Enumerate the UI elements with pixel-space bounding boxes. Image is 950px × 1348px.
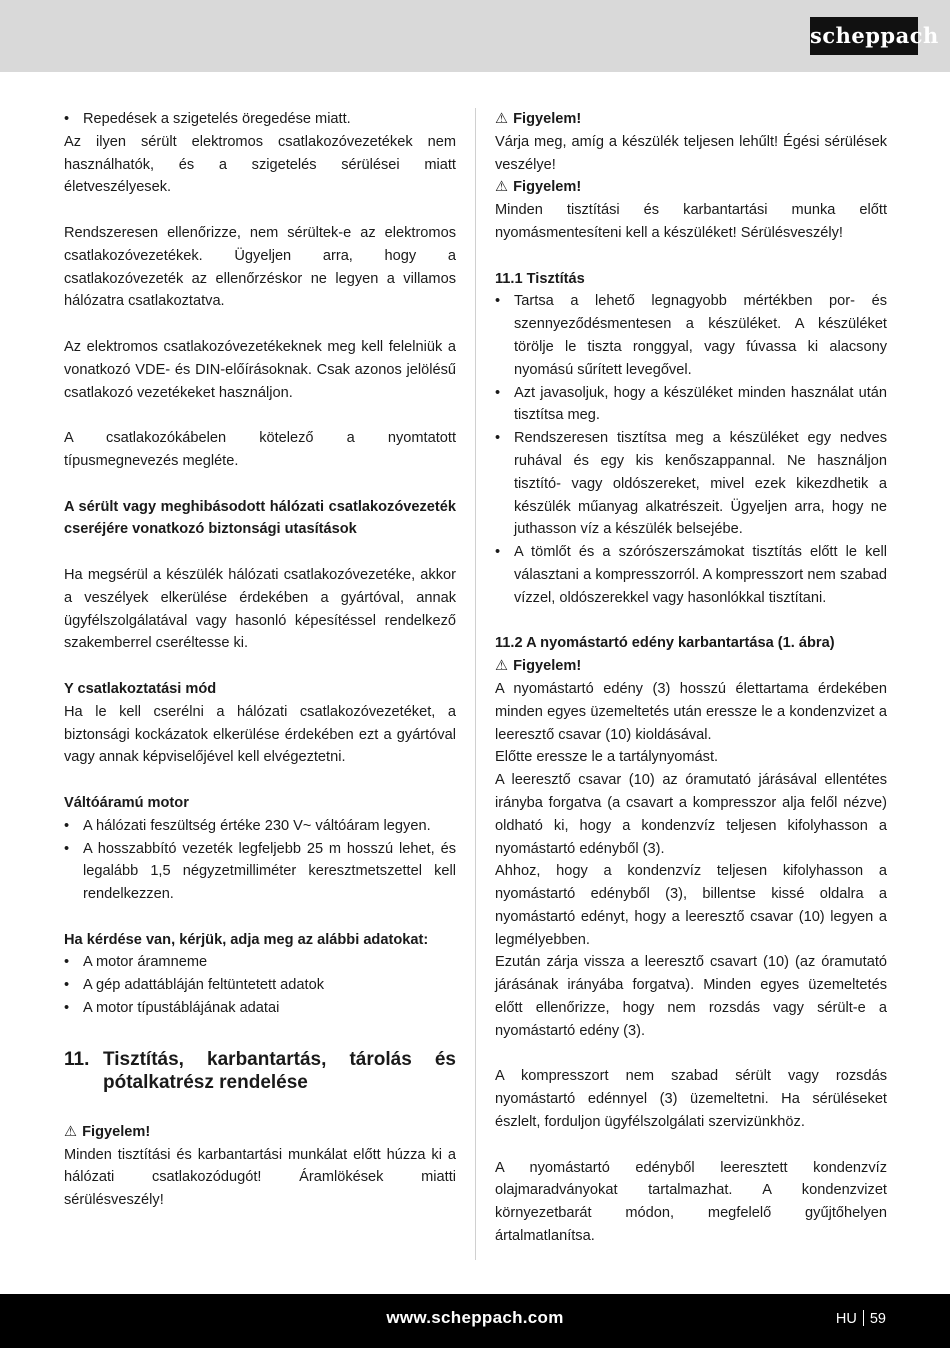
paragraph: Rendszeresen ellenőrizze, nem sérültek-e az elektromos csatlakozóvezetékek. Ügyeljen arra, hogy a csatlakozóvezeték az ellenőrzéskor ne legyen a villamos hálózatra csatlakoztatva. — [64, 224, 456, 310]
warning — [495, 655, 887, 678]
warning-text: Minden tisztítási és karbantartási munkálat előtt húzza ki a hálózati csatlakozódugót! Áramlökések miatti sérülésveszély! — [64, 1146, 456, 1209]
list-item: • Tartsa a lehető legnagyobb mértékben por- és szennyeződésmentesen a készüléket. A készüléket törölje le tiszta ronggyal, vagy fúvassa ki alacsony nyomású sűrített levegővel. — [495, 290, 887, 381]
warning-icon: ⚠ — [495, 658, 509, 675]
list-item: • Repedések a szigetelés öregedése miatt. — [64, 108, 456, 131]
separator — [863, 1310, 864, 1326]
list-item: • Azt javasoljuk, hogy a készüléket minden használat után tisztítsa meg. — [495, 382, 887, 428]
questions-list — [64, 951, 456, 1019]
subheading-cable-replacement: A sérült vagy meghibásodott hálózati csatlakozóvezeték cseréjére vonatkozó biztonsági utasítások — [64, 498, 456, 538]
section-number: 11. — [64, 1048, 90, 1070]
section-heading — [64, 1048, 456, 1094]
cleaning-list — [495, 290, 887, 609]
section-title: Tisztítás, karbantartás, tárolás és pótalkatrész rendelése — [103, 1048, 456, 1093]
header-bar — [0, 0, 950, 72]
list-item: • A tömlőt és a szórószerszámokat tisztítás előtt le kell választani a kompresszorról. A kompresszort nem szabad vízzel, oldószerekkel vagy hasonlókkal tisztítani. — [495, 541, 887, 609]
footer-bar — [0, 1294, 950, 1348]
paragraph: A nyomástartó edényből leeresztett kondenzvíz olajmaradványokat tartalmazhat. A kondenzvizet környezetbarát módon, megfelelő gyűjtőhelyen ártalmatlanítsa. — [495, 1159, 887, 1245]
brand-logo: scheppach — [810, 17, 918, 55]
right-column — [495, 108, 887, 1248]
warning-icon: ⚠ — [64, 1123, 78, 1140]
left-column — [64, 108, 456, 1212]
paragraph: Az ilyen sérült elektromos csatlakozóvezetékek nem használhatók, és a szigetelés sérülései miatt életveszélyesek. — [64, 133, 456, 196]
list-item: • A motor áramneme — [64, 951, 456, 974]
crack-list — [64, 108, 456, 131]
subheading-y-connection: Y csatlakoztatási mód — [64, 680, 217, 697]
paragraph: A kompresszort nem szabad sérült vagy rozsdás nyomástartó edénnyel (3) üzemeltetni. Ha sérüléseket észlelt, forduljon ügyfélszolgálati szervizünkhöz. — [495, 1068, 887, 1131]
column-divider — [475, 108, 476, 1260]
warning-icon: ⚠ — [495, 179, 509, 196]
list-item: • A hosszabbító vezeték legfeljebb 25 m hosszú lehet, és legalább 1,5 négyzetmilliméter keresztmetszettel kell rendelkezzen. — [64, 838, 456, 906]
warning-label: Figyelem! — [82, 1123, 151, 1140]
subheading-cleaning: 11.1 Tisztítás — [495, 270, 585, 287]
paragraph: Előtte eressze le a tartálynyomást. — [495, 749, 719, 766]
warning-label: Figyelem! — [513, 658, 582, 675]
page-indicator — [836, 1310, 886, 1327]
subheading-questions: Ha kérdése van, kérjük, adja meg az alábbi adatokat: — [64, 931, 429, 948]
paragraph: Ha megsérül a készülék hálózati csatlakozóvezetéke, akkor a veszélyek elkerülése érdekében a gyártóval, annak ügyfélszolgálatával vagy hasonló képesítéssel rendelkező szakemberrel cseréltesse ki. — [64, 566, 456, 652]
subheading-vessel-maintenance: 11.2 A nyomástartó edény karbantartása (1. ábra) — [495, 635, 835, 652]
page-number: 59 — [869, 1311, 886, 1327]
paragraph: A leeresztő csavar (10) az óramutató járásával ellentétes irányba forgatva (a csavart a kompresszor alja felől nézve) oldható ki, hogy a kondenzvíz teljesen kifolyhasson a nyomástartó edényből (3). — [495, 772, 887, 857]
list-item: • A hálózati feszültség értéke 230 V~ váltóáram legyen. — [64, 815, 456, 838]
warning-label: Figyelem! — [513, 179, 582, 196]
list-item: • Rendszeresen tisztítsa meg a készüléket egy nedves ruhával és egy kis kenőszappannal. Ne használjon tisztító- vagy oldószereket, mivel ezek kikezdhetik a készülék műanyag alkatrészeit. Ügyeljen arra, hogy ne juthasson víz a készülék belsejébe. — [495, 427, 887, 541]
ac-motor-list — [64, 815, 456, 906]
paragraph: Ezután zárja vissza a leeresztő csavart (10) (az óramutató járásának irányába forgatva). Minden egyes üzemeltetés előtt ellenőrizze, hogy nem rozsdás vagy sérült-e a nyomástartó edény (3). — [495, 954, 887, 1039]
list-item: • A motor típustáblájának adatai — [64, 997, 456, 1020]
paragraph: A nyomástartó edény (3) hosszú élettartama érdekében minden egyes üzemeltetés után eressze le a kondenzvizet a leeresztő csavar (10) kioldásával. — [495, 680, 887, 743]
paragraph: Ahhoz, hogy a kondenzvíz teljesen kifolyhasson a nyomástartó edényből (3), billentse kissé oldalra a nyomástartó edényt, hogy a leeresztő csavar (10) legyen a legmélyebben. — [495, 863, 887, 948]
warning — [495, 108, 887, 131]
warning-label: Figyelem! — [513, 111, 582, 127]
warning-icon: ⚠ — [495, 111, 509, 127]
website-link[interactable]: www.scheppach.com — [386, 1308, 564, 1327]
paragraph: Ha le kell cserélni a hálózati csatlakozóvezetéket, a biztonsági kockázatok elkerülése érdekében ezt a gyártóval vagy annak képviselőjével kell elvégeztetni. — [64, 703, 456, 766]
warning — [64, 1121, 456, 1144]
warning-text: Minden tisztítási és karbantartási munka előtt nyomásmentesíteni kell a készüléket! Sérülésveszély! — [495, 202, 887, 241]
subheading-ac-motor: Váltóáramú motor — [64, 794, 189, 811]
warning — [495, 176, 887, 199]
list-item: • A gép adattábláján feltüntetett adatok — [64, 974, 456, 997]
warning-text: Várja meg, amíg a készülék teljesen lehűlt! Égési sérülések veszélye! — [495, 133, 887, 173]
paragraph: Az elektromos csatlakozóvezetékeknek meg kell felelniük a vonatkozó VDE- és DIN-előírásoknak. Csak azonos jelölésű csatlakozó vezetékeket használjon. — [64, 338, 456, 401]
language-code: HU — [835, 1311, 857, 1327]
paragraph: A csatlakozókábelen kötelező a nyomtatott típusmegnevezés megléte. — [64, 430, 456, 469]
